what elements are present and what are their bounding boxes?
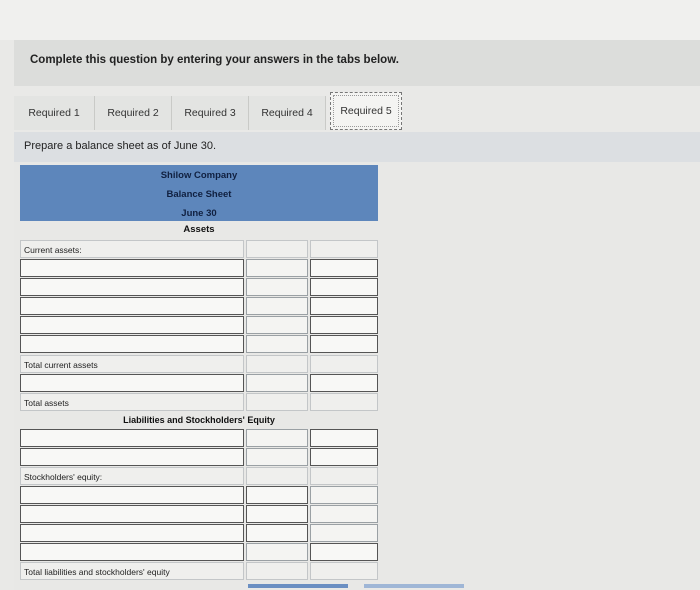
table-row xyxy=(20,524,378,543)
instruction-bar xyxy=(14,132,700,162)
table-row xyxy=(20,297,378,316)
account-input[interactable] xyxy=(20,524,244,542)
balance-sheet-header xyxy=(20,165,378,221)
tab-required-2[interactable]: Required 2 xyxy=(95,96,172,130)
total-assets-row xyxy=(20,393,378,412)
account-input[interactable] xyxy=(20,374,244,392)
cell xyxy=(310,562,378,580)
total-input[interactable] xyxy=(310,316,378,334)
total-input[interactable] xyxy=(310,374,378,392)
account-input[interactable] xyxy=(20,316,244,334)
total-input[interactable] xyxy=(310,505,378,523)
table-row xyxy=(20,486,378,505)
cell xyxy=(310,393,378,411)
cell xyxy=(246,562,308,580)
amount-input[interactable] xyxy=(246,543,308,561)
total-input[interactable] xyxy=(310,297,378,315)
amount-input[interactable] xyxy=(246,486,308,504)
account-input[interactable] xyxy=(20,543,244,561)
table-row xyxy=(20,429,378,448)
amount-input[interactable] xyxy=(246,259,308,277)
account-input[interactable] xyxy=(20,429,244,447)
company-name: Shilow Company xyxy=(160,170,238,181)
question-prompt: Complete this question by entering your answers in the tabs below. xyxy=(30,54,399,66)
cell xyxy=(246,240,308,258)
table-row xyxy=(20,448,378,467)
table-row xyxy=(20,278,378,297)
total-liabilities-equity-row xyxy=(20,562,378,581)
amount-input[interactable] xyxy=(246,448,308,466)
table-row xyxy=(20,374,378,393)
account-input[interactable] xyxy=(20,278,244,296)
amount-input[interactable] xyxy=(246,374,308,392)
account-input[interactable] xyxy=(20,297,244,315)
total-current-assets-row xyxy=(20,355,378,374)
tab-bar xyxy=(14,96,700,132)
total-input[interactable] xyxy=(310,524,378,542)
tab-required-4[interactable]: Required 4 xyxy=(249,96,326,130)
scroll-indicator xyxy=(248,584,348,588)
total-input[interactable] xyxy=(310,259,378,277)
total-input[interactable] xyxy=(310,278,378,296)
account-input[interactable] xyxy=(20,486,244,504)
cell xyxy=(246,393,308,411)
table-row xyxy=(20,505,378,524)
statement-date: June 30 xyxy=(181,208,217,219)
liabilities-equity-heading: Liabilities and Stockholders' Equity xyxy=(123,415,275,425)
tab-required-5[interactable]: Required 5 xyxy=(330,92,402,130)
tab-required-1[interactable]: Required 1 xyxy=(14,96,95,130)
cell xyxy=(310,467,378,485)
amount-input[interactable] xyxy=(246,524,308,542)
table-row xyxy=(20,316,378,335)
statement-title: Balance Sheet xyxy=(166,189,232,200)
assets-heading: Assets xyxy=(183,224,215,235)
account-input[interactable] xyxy=(20,505,244,523)
stockholders-equity-label: Stockholders' equity: xyxy=(20,467,244,485)
total-input[interactable] xyxy=(310,335,378,353)
tab-required-3[interactable]: Required 3 xyxy=(172,96,249,130)
total-input[interactable] xyxy=(310,429,378,447)
account-input[interactable] xyxy=(20,259,244,277)
cell xyxy=(246,467,308,485)
account-input[interactable] xyxy=(20,335,244,353)
amount-input[interactable] xyxy=(246,297,308,315)
total-input[interactable] xyxy=(310,543,378,561)
amount-input[interactable] xyxy=(246,278,308,296)
cell xyxy=(310,240,378,258)
amount-input[interactable] xyxy=(246,429,308,447)
total-input[interactable] xyxy=(310,448,378,466)
stockholders-equity-row xyxy=(20,467,378,486)
amount-input[interactable] xyxy=(246,316,308,334)
cell xyxy=(246,355,308,373)
table-row xyxy=(20,259,378,278)
top-strip xyxy=(0,0,700,40)
total-assets-label: Total assets xyxy=(20,393,244,411)
current-assets-row xyxy=(20,240,378,259)
current-assets-label: Current assets: xyxy=(20,240,244,258)
table-row xyxy=(20,543,378,562)
total-input[interactable] xyxy=(310,486,378,504)
table-row xyxy=(20,335,378,354)
account-input[interactable] xyxy=(20,448,244,466)
question-header xyxy=(14,40,700,86)
total-current-assets-label: Total current assets xyxy=(20,355,244,373)
instruction-text: Prepare a balance sheet as of June 30. xyxy=(24,140,217,152)
amount-input[interactable] xyxy=(246,505,308,523)
total-liabilities-equity-label: Total liabilities and stockholders' equity xyxy=(20,562,244,580)
cell xyxy=(310,355,378,373)
amount-input[interactable] xyxy=(246,335,308,353)
scroll-indicator xyxy=(364,584,464,588)
